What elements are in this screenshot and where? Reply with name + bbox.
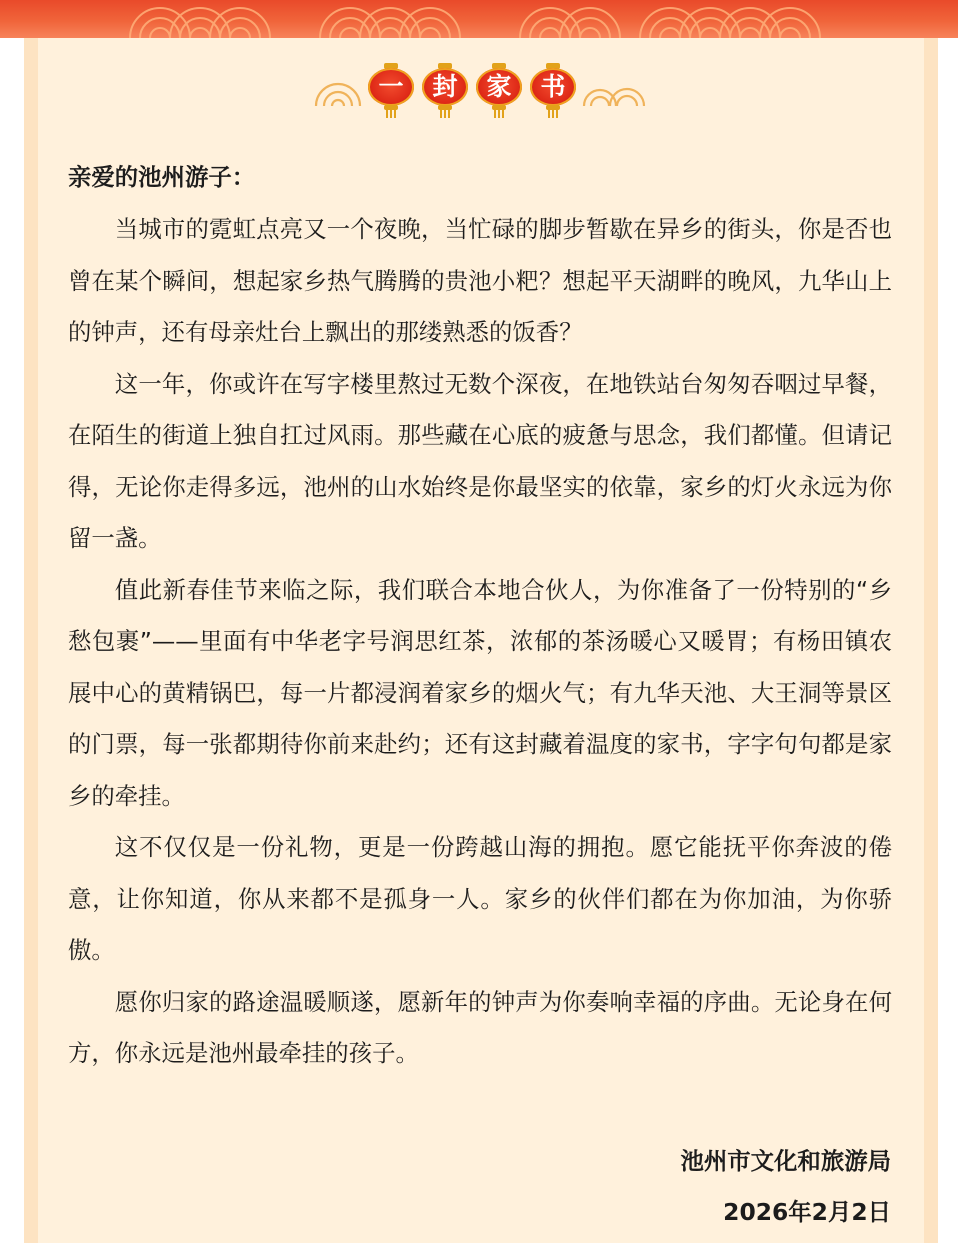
title-char: 封 <box>432 72 458 101</box>
top-decorative-band <box>0 0 958 38</box>
lantern-title-char-2 <box>420 62 470 118</box>
signature: 池州市文化和旅游局 <box>680 1147 891 1175</box>
paragraph: 这不仅仅是一份礼物，更是一份跨越山海的拥抱。愿它能抚平你奔波的倦意，让你知道，你从来都不是孤身一人。家乡的伙伴们都在为你加油，为你骄傲。 <box>68 833 892 964</box>
paragraph: 当城市的霓虹点亮又一个夜晚，当忙碌的脚步暂歇在异乡的街头，你是否也曾在某个瞬间，想起家乡热气腾腾的贵池小粑？想起平天湖畔的晚风，九华山上的钟声，还有母亲灶台上飘出的那缕熟悉的饭香？ <box>68 215 892 346</box>
lantern-title-char-1 <box>366 62 416 118</box>
lantern-title-char-3 <box>474 62 524 118</box>
letter-date: 2026年2月2日 <box>723 1198 891 1226</box>
title-banner <box>0 62 958 118</box>
title-char: 一 <box>378 72 404 101</box>
wave-pattern-icon <box>0 0 958 38</box>
paragraph: 值此新春佳节来临之际，我们联合本地合伙人，为你准备了一份特别的“乡愁包裹”——里面有中华老字号润思红茶，浓郁的茶汤暖心又暖胃；有杨田镇农展中心的黄精锅巴，每一片都浸润着家乡的烟火气；有九华天池、大王洞等景区的门票，每一张都期待你前来赴约；还有这封藏着温度的家书，字字句句都是家乡的牵挂。 <box>68 575 892 810</box>
auspicious-cloud-icon <box>582 80 646 108</box>
lantern-title-char-4 <box>528 62 578 118</box>
auspicious-cloud-icon <box>314 80 364 108</box>
letter-body <box>68 152 892 1080</box>
greeting: 亲爱的池州游子： <box>68 163 256 191</box>
paragraph: 这一年，你或许在写字楼里熬过无数个深夜，在地铁站台匆匆吞咽过早餐，在陌生的街道上独自扛过风雨。那些藏在心底的疲惫与思念，我们都懂。但请记得，无论你走得多远，池州的山水始终是你最坚实的依靠，家乡的灯火永远为你留一盏。 <box>68 369 892 552</box>
title-char: 家 <box>486 72 512 101</box>
paragraph: 愿你归家的路途温暖顺遂，愿新年的钟声为你奏响幸福的序曲。无论身在何方，你永远是池州最牵挂的孩子。 <box>68 987 892 1067</box>
title-char: 书 <box>540 72 566 101</box>
